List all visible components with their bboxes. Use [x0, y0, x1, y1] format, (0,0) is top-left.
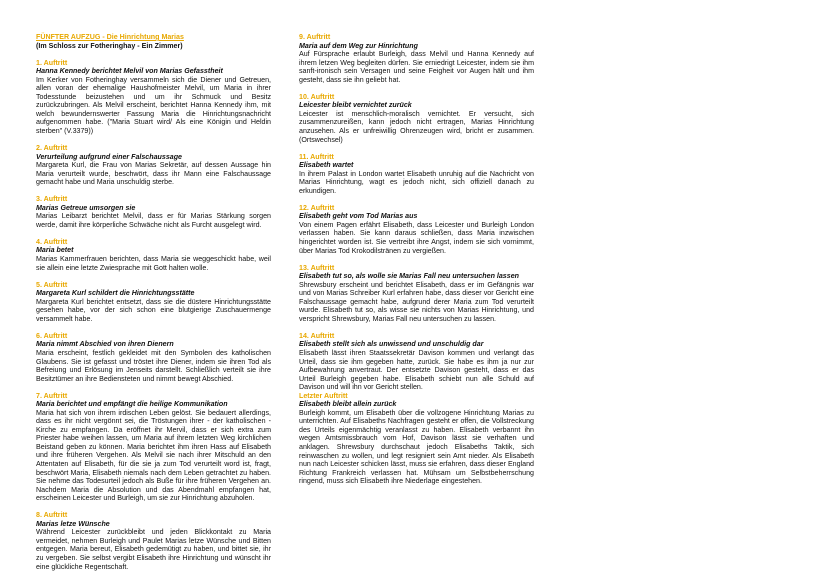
scene-label: 14. Auftritt: [299, 331, 335, 340]
scene-14: [299, 332, 534, 392]
scene-2: [36, 144, 271, 187]
scene-label: 8. Auftritt: [36, 511, 68, 520]
scene-heading: Maria berichtet und empfängt die heilige Kommunikation: [36, 400, 228, 409]
scene-heading: Elisabeth wartet: [299, 161, 354, 170]
scene-text: Während Leicester zurückbleibt und jeden Blickkontakt zu Maria vermeidet, nehmen Burleigh und Paulet Marias letze Wünsche und Bitten entgegen. Maria bereut, Elisabeth gedemütigt zu haben, und bittet sie, ihr zu vergeben. Sie selbst vergibt Elisabeth ihre Hinrichtung und wünscht ihr eine glückliche Regentschaft.: [36, 528, 271, 571]
scene-7: [36, 392, 271, 503]
scene-text: Elisabeth lässt ihren Staatssekretär Davison kommen und verlangt das Urteil, dass sie ihm gegeben hatte, zurück. Sie habe es ihm ja nur zur Aufbewahrung anvertraut. Der entsetzte Davison gesteht, dass er das Urteil Burleigh gegeben habe. Elisabeth schiebt nun alle Schuld auf Davison und will ihn vor Gericht stellen.: [299, 349, 534, 392]
scene-text: Maria hat sich von ihrem irdischen Leben gelöst. Sie bedauert allerdings, dass es ihr nicht vergönnt sei, die Tröstungen ihrer - der katholischen - Kirche zu empfangen. Da eröffnet ihr Mervil, dass er sich extra zum Priester habe weihen lassen, um Maria auf ihrem letzten Weg kirchlichen Beistand geben zu können. Maria berichtet ihm ihren Hass auf Elisabeth und ihre früheren Vergehen. Als Melvil sie nach ihrer Mitschuld an den Attentaten auf Elisabeth, für die sie ja zum Tod verurteilt word ist, fragt, beschwört Maria, Elisabeth niemals nach dem Leben getrachtet zu haben. Sie nehme das Todesurteil jedoch als Buße für ihre früheren Vergehen an. Nachdem Maria die Absolution und das Abendmahl empfangen hat, erscheinen Leicester und Burleigh, um sie zur Hinrichtung abzuholen.: [36, 408, 271, 503]
scene-heading: Hanna Kennedy berichtet Melvil von Marias Gefasstheit: [36, 67, 223, 76]
scene-11: [299, 153, 534, 196]
scene-label: 6. Auftritt: [36, 331, 68, 340]
scene-label: 11. Auftritt: [299, 152, 334, 161]
scene-label: Letzter Auftritt: [299, 391, 348, 400]
scene-1: [36, 59, 271, 136]
scene-label: 12. Auftritt: [299, 203, 335, 212]
scene-heading: Marias Getreue umsorgen sie: [36, 203, 136, 212]
scene-12: [299, 204, 534, 255]
scene-text: Leicester ist menschlich-moralisch vernichtet. Er versucht, sich zusammenzureißen, kann jedoch nicht ertragen, Marias Hinrichtung anzusehen. Als er unfreiwillig Ohrenzeugen wird, bricht er zusammen. (Ortswechsel): [299, 109, 534, 144]
scene-label: 7. Auftritt: [36, 391, 68, 400]
scene-13: [299, 264, 534, 324]
scene-label: 9. Auftritt: [299, 33, 331, 41]
scene-heading: Verurteilung aufgrund einer Falschaussage: [36, 152, 182, 161]
scene-text: Marias Kammerfrauen berichten, dass Maria sie weggeschickt habe, weil sie allein eine letzte Zwiesprache mit Gott halten wolle.: [36, 255, 271, 272]
scene-heading: Maria auf dem Weg zur Hinrichtung: [299, 41, 418, 50]
scene-heading: Elisabeth stellt sich als unwissend und unschuldig dar: [299, 340, 484, 349]
scene-text: Shrewsbury erscheint und berichtet Elisabeth, dass er im Gefängnis war und von Marias Schreiber Kurl erfahren habe, dass dieser vor Gericht eine Falschaussage gemacht habe, aufgrund derer Maria zum Tod verurteilt wurde. Elisabeth tut so, als wisse sie nichts von Marias Hinrichtung, und verspricht Shrewsbury, Marias Fall neu untersuchen zu lassen.: [299, 280, 534, 323]
scene-heading: Maria nimmt Abschied von ihren Dienern: [36, 340, 174, 349]
scene-text: Marias Leibarzt berichtet Melvil, dass er für Marias Stärkung sorgen werde, damit ihre körperliche Schwäche nicht als Furcht ausgelegt wird.: [36, 212, 271, 229]
column-2: [299, 33, 534, 486]
scene-text: Von einem Pagen erfährt Elisabeth, dass Leicester und Burleigh London verlassen haben. Sie kann daraus schließen, dass Maria inzwischen hingerichtet worden ist. Sie vertreibt ihre Angst, indem sie sich vornimmt, über Marias Tod Krokodilstränen zu vergießen.: [299, 220, 534, 255]
act-subtitle: (Im Schloss zur Fotheringhay - Ein Zimmer): [36, 41, 183, 50]
scene-text: Margareta Kurl berichtet entsetzt, dass sie die düstere Hinrichtungsstätte gesehen habe, vor der sich schon eine blutgierige Zuschauermenge versammelt habe.: [36, 297, 271, 323]
scene-label: 2. Auftritt: [36, 144, 68, 153]
scene-6: [36, 332, 271, 383]
scene-heading: Margareta Kurl schildert die Hinrichtungsstätte: [36, 289, 195, 298]
scene-5: [36, 281, 271, 324]
scene-heading: Elisabeth tut so, als wolle sie Marias Fall neu untersuchen lassen: [299, 272, 519, 281]
scene-9: [299, 33, 534, 84]
scene-heading: Elisabeth bleibt allein zurück: [299, 400, 397, 409]
column-1: [36, 33, 271, 571]
scene-text: In ihrem Palast in London wartet Elisabeth unruhig auf die Nachricht von Marias Hinrichtung, wagt es jedoch nicht, sich offiziell danach zu erkundigen.: [299, 169, 534, 195]
scene-label: 1. Auftritt: [36, 58, 68, 67]
act-title: FÜNFTER AUFZUG - Die Hinrichtung Marias: [36, 33, 184, 41]
scene-heading: Leicester bleibt vernichtet zurück: [299, 101, 412, 110]
scene-text: Margareta Kurl, die Frau von Marias Sekretär, auf dessen Aussage hin Maria verurteilt wurde, beschwört, dass ihr Mann eine Falschaussage gemacht habe und Maria unschuldig sterbe.: [36, 161, 271, 187]
scene-10: [299, 93, 534, 144]
scene-text: Maria erscheint, festlich gekleidet mit den Symbolen des katholischen Glaubens. Sie ist gefasst und tröstet ihre Diener, indem sie ihren Tod als Befreiung und Erlösung im Jenseits darstellt. Schließlich verteilt sie ihre Besitztümer an ihre Bediensteten und nimmt bewegt Abschied.: [36, 348, 271, 383]
scene-label: 4. Auftritt: [36, 237, 68, 246]
scene-text: Burleigh kommt, um Elisabeth über die vollzogene Hinrichtung Marias zu unterrichten. Auf Elisabeths Nachfragen gesteht er offen, die Vollstreckung des Urteils eigenmächtig veranlasst zu haben. Elisabeth verbannt ihn wegen Amtsmissbrauch vom Hof, Davison lässt sie verhaften und anklagen. Shrewsbury durchschaut jedoch Elisabeths Taktik, sich reinwaschen zu wollen, und legt resigniert sein Amt nieder. Als Elisabeth nun nach Leicester schicken lässt, muss sie erfahren, dass dieser England Richtung Frankreich verlassen hat. Mühsam um Selbstbeherrschung ringend, muss sich Elisabeth ihre Niederlage eingestehen.: [299, 408, 534, 486]
scene-8: [36, 511, 271, 571]
scene-heading: Marias letze Wünsche: [36, 519, 110, 528]
scene-heading: Elisabeth geht vom Tod Marias aus: [299, 212, 418, 221]
scene-heading: Maria betet: [36, 246, 74, 255]
scene-4: [36, 238, 271, 272]
scene-label: 13. Auftritt: [299, 263, 335, 272]
scene-3: [36, 195, 271, 229]
scene-label: 10. Auftritt: [299, 92, 335, 101]
scene-text: Auf Fürsprache erlaubt Burleigh, dass Melvil und Hanna Kennedy auf ihrem letzen Weg begleiten dürfen. Sie erniedrigt Leicester, indem sie ihm sanft-ironisch sein Versagen und seine Feigheit vor Augen hält und ihm gesteht, dass sie ihn geliebt hat.: [299, 50, 534, 84]
scene-label: 3. Auftritt: [36, 195, 68, 204]
scene-text: Im Kerker von Fotheringhay versammeln sich die Diener und Getreuen, allen voran der ehemalige Haushofmeister Melvil, um Maria in ihrer Todesstunde beizustehen und um ihr Schmuck und Besitz zurückzubringen. Als Melvil erscheint, berichtet Hanna Kennedy ihm, mit welch bewundernswerter Fassung Maria die Hinrichtungsnachricht aufgenommen habe. ("Maria Stuart wird/ Als eine Königin und Heldin sterben" (V.3379)): [36, 75, 271, 135]
scene-15: [299, 392, 534, 486]
scene-label: 5. Auftritt: [36, 280, 68, 289]
